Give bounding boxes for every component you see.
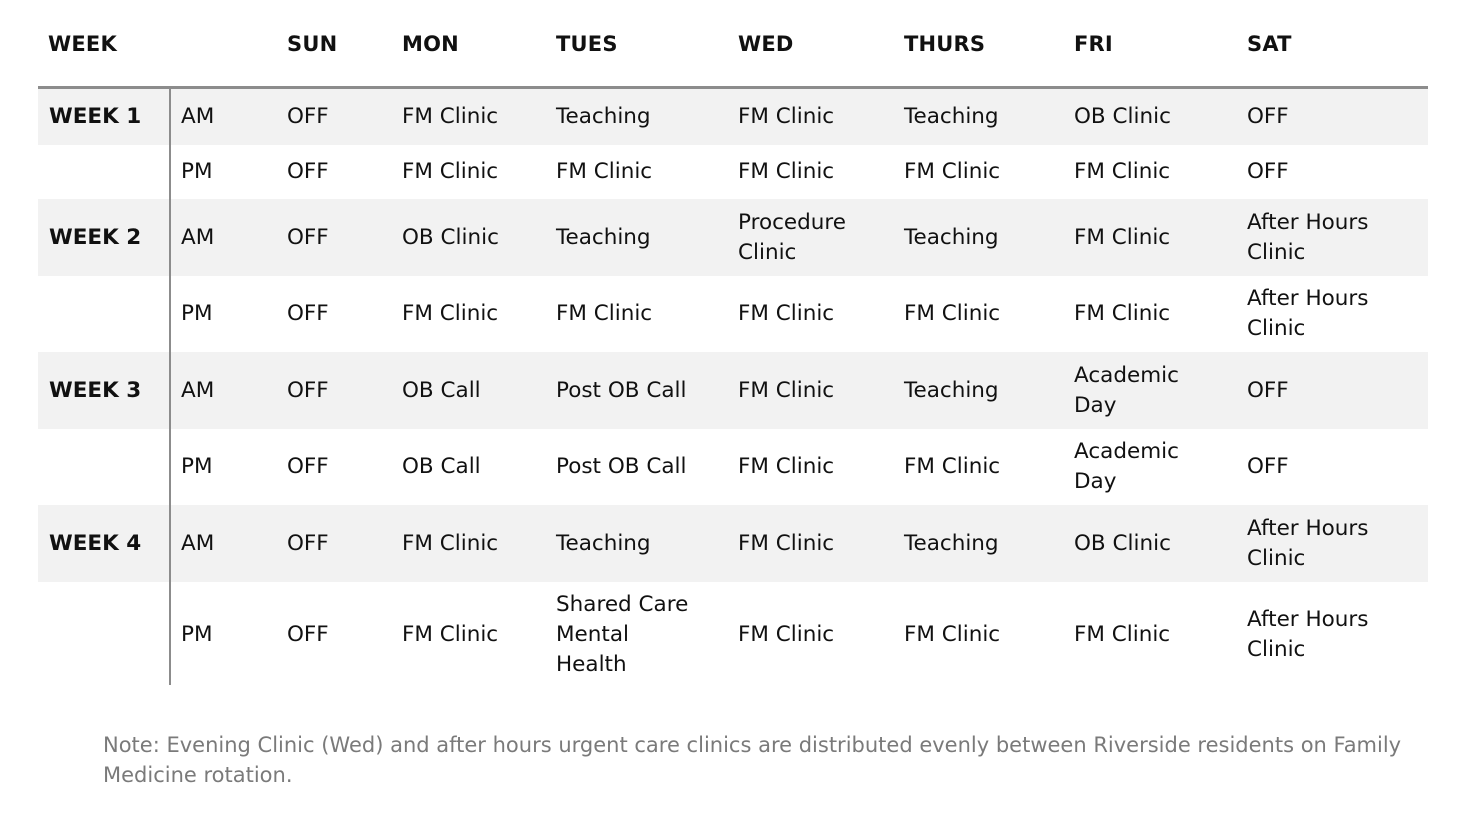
cell-tues: FM Clinic [556, 301, 653, 326]
week-label: WEEK 4 [49, 530, 142, 556]
cell-fri: FM Clinic [1074, 159, 1171, 184]
cell-fri: OB Clinic [1074, 104, 1171, 129]
cell-fri: FM Clinic [1074, 301, 1171, 326]
cell-wed: FM Clinic [738, 104, 835, 129]
cell-sun: OFF [287, 159, 329, 184]
table-row [38, 199, 1428, 276]
cell-thurs: Teaching [904, 377, 999, 403]
period-label: PM [181, 454, 213, 479]
cell-sun: OFF [287, 377, 329, 403]
week-label: WEEK 3 [49, 377, 142, 403]
cell-tues: Post OB Call [556, 377, 687, 403]
column-divider [169, 86, 171, 685]
cell-fri: FM Clinic [1074, 224, 1171, 250]
footnote: Note: Evening Clinic (Wed) and after hours urgent care clinics are distributed evenly between Riverside residents on Family Medicine rotation. [103, 733, 1402, 787]
cell-mon: FM Clinic [402, 622, 499, 647]
cell-sat: OFF [1247, 104, 1289, 129]
cell-thurs: Teaching [904, 104, 999, 129]
cell-sat: After Hours Clinic [1247, 607, 1369, 662]
period-label: AM [181, 377, 215, 403]
period-label: AM [181, 530, 215, 556]
table-row [38, 352, 1428, 429]
cell-wed: Procedure Clinic [738, 209, 847, 265]
header-sat: SAT [1247, 32, 1292, 56]
cell-tues: Teaching [556, 530, 651, 556]
period-label: AM [181, 224, 215, 250]
cell-sun: OFF [287, 104, 329, 129]
cell-thurs: FM Clinic [904, 159, 1001, 184]
header-sun: SUN [287, 32, 338, 56]
cell-fri: Academic Day [1074, 362, 1179, 418]
cell-mon: OB Call [402, 454, 481, 479]
header-fri: FRI [1074, 32, 1113, 56]
cell-mon: FM Clinic [402, 301, 499, 326]
cell-sat: OFF [1247, 454, 1289, 479]
header-tues: TUES [556, 32, 618, 56]
cell-wed: FM Clinic [738, 622, 835, 647]
cell-mon: FM Clinic [402, 104, 499, 129]
cell-mon: FM Clinic [402, 159, 499, 184]
table-row [38, 505, 1428, 582]
cell-wed: FM Clinic [738, 530, 835, 556]
week-label: WEEK 1 [49, 104, 142, 129]
header-mon: MON [402, 32, 459, 56]
table-header [38, 22, 1428, 89]
header-week: WEEK [48, 32, 117, 56]
cell-wed: FM Clinic [738, 159, 835, 184]
cell-tues: Teaching [556, 104, 651, 129]
table-row [38, 276, 1428, 352]
period-label: PM [181, 622, 213, 647]
cell-sat: After Hours Clinic [1247, 209, 1369, 265]
cell-wed: FM Clinic [738, 301, 835, 326]
cell-sun: OFF [287, 224, 329, 250]
cell-sat: After Hours Clinic [1247, 515, 1369, 571]
cell-tues: Teaching [556, 224, 651, 250]
cell-sun: OFF [287, 530, 329, 556]
cell-sun: OFF [287, 454, 329, 479]
table-row [38, 582, 1428, 688]
cell-tues: Shared Care Mental Health [556, 592, 689, 677]
cell-sat: After Hours Clinic [1247, 286, 1369, 341]
table-row [38, 89, 1428, 145]
cell-fri: Academic Day [1074, 439, 1179, 494]
header-thurs: THURS [904, 32, 986, 56]
header-wed: WED [738, 32, 794, 56]
cell-fri: OB Clinic [1074, 530, 1171, 556]
cell-tues: FM Clinic [556, 159, 653, 184]
cell-thurs: Teaching [904, 530, 999, 556]
table-row [38, 429, 1428, 505]
period-label: PM [181, 159, 213, 184]
cell-mon: FM Clinic [402, 530, 499, 556]
schedule-table [38, 22, 1428, 688]
table-row [38, 145, 1428, 199]
cell-thurs: FM Clinic [904, 301, 1001, 326]
cell-fri: FM Clinic [1074, 622, 1171, 647]
cell-thurs: FM Clinic [904, 454, 1001, 479]
cell-sun: OFF [287, 301, 329, 326]
period-label: PM [181, 301, 213, 326]
week-label: WEEK 2 [49, 224, 142, 250]
cell-sat: OFF [1247, 377, 1289, 403]
cell-mon: OB Clinic [402, 224, 499, 250]
cell-sun: OFF [287, 622, 329, 647]
period-label: AM [181, 104, 215, 129]
cell-thurs: Teaching [904, 224, 999, 250]
cell-tues: Post OB Call [556, 454, 687, 479]
cell-wed: FM Clinic [738, 377, 835, 403]
cell-thurs: FM Clinic [904, 622, 1001, 647]
cell-mon: OB Call [402, 377, 481, 403]
cell-wed: FM Clinic [738, 454, 835, 479]
table-body [38, 89, 1428, 688]
cell-sat: OFF [1247, 159, 1289, 184]
